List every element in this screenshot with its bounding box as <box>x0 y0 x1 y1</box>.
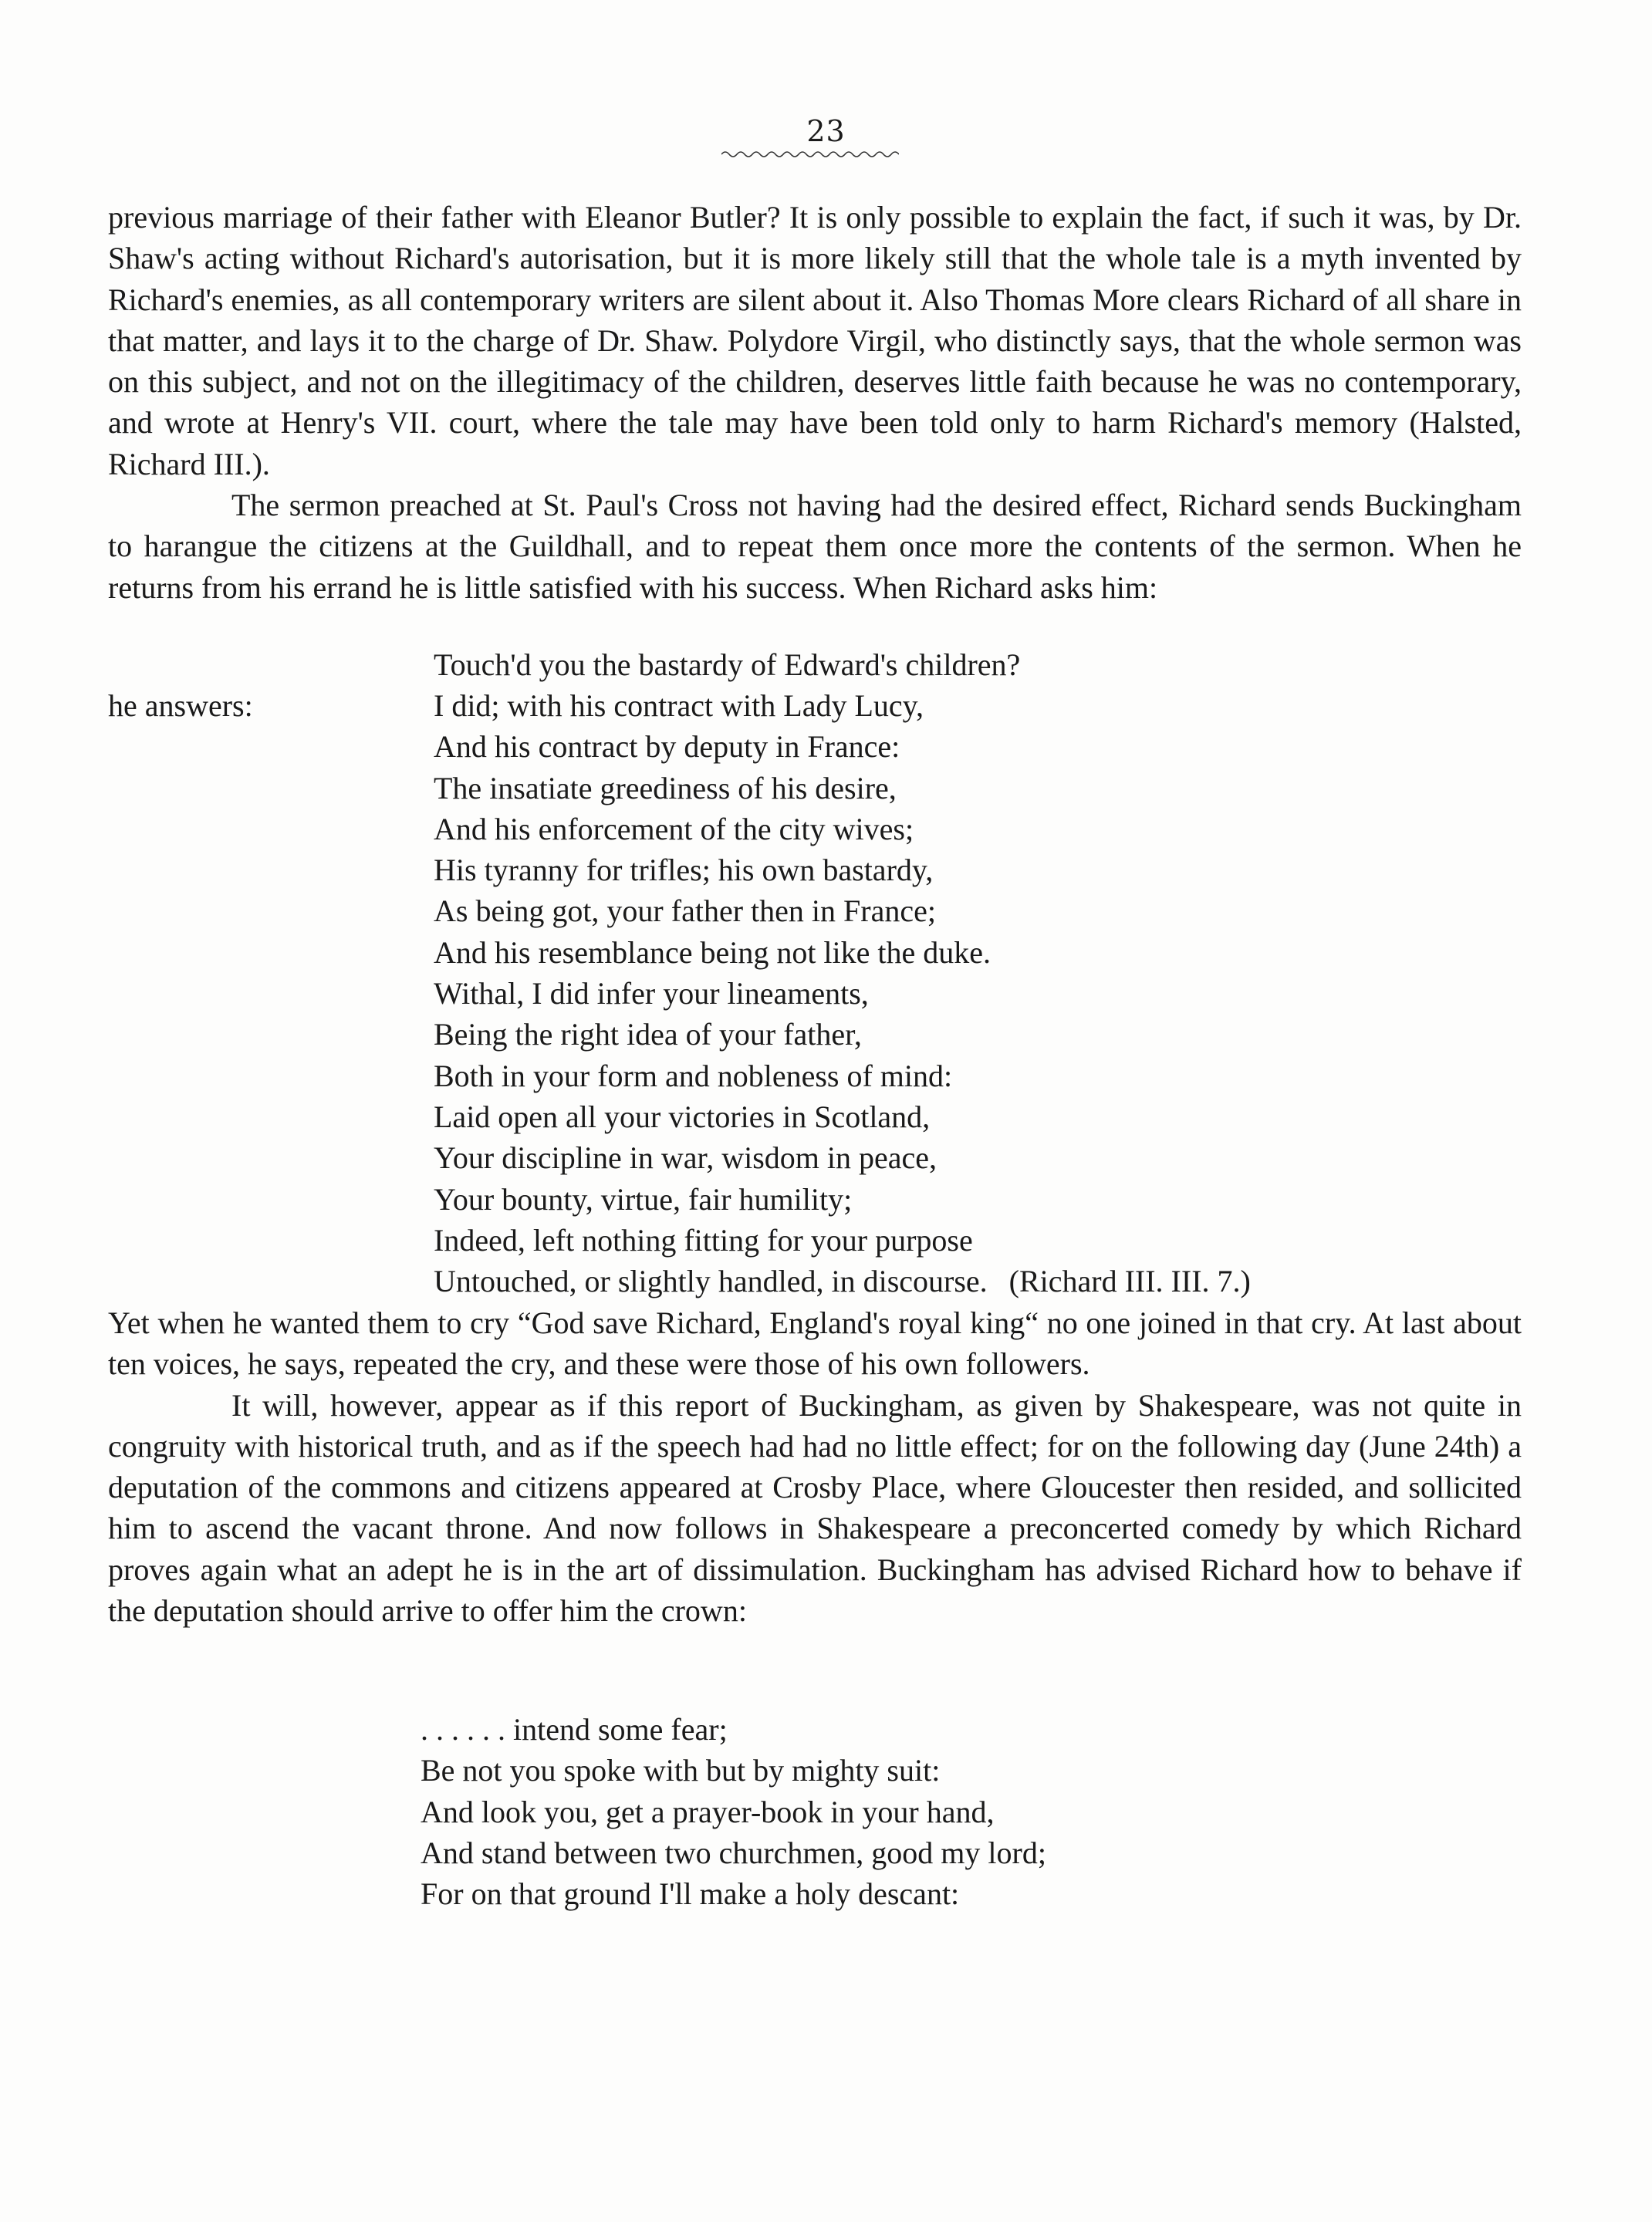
verse-line: And his resemblance being not like the duke. <box>434 934 992 970</box>
verse-line: Indeed, left nothing fitting for your purpose <box>434 1222 973 1258</box>
verse-line: And look you, get a prayer-book in your hand, <box>421 1794 995 1829</box>
verse-line: Both in your form and nobleness of mind: <box>434 1058 953 1093</box>
verse-answer <box>434 685 1251 1302</box>
verse-line-last <box>434 1261 1251 1302</box>
verse-line: For on that ground I'll make a holy descant: <box>421 1876 960 1912</box>
paragraph-3: Yet when he wanted them to cry “God save Richard, England's royal king“ no one joined in that cry. At last about ten voices, he says, repeated the cry, and these were those of his own followers. <box>108 1305 1522 1382</box>
paragraph-block-1 <box>108 197 1522 608</box>
verse-line: Laid open all your victories in Scotland, <box>434 1099 931 1134</box>
paragraph-2: The sermon preached at St. Paul's Cross not having had the desired effect, Richard sends Buckingham to harangue the citizens at the Guildhall, and to repeat them once more the contents of the sermon. When he returns from his errand he is little satisfied with his success. When Richard asks him: <box>108 488 1522 605</box>
page-number: 23 <box>806 114 846 148</box>
verse-line: His tyranny for trifles; his own bastardy, <box>434 853 934 888</box>
verse-citation: (Richard III. III. 7.) <box>1008 1264 1251 1299</box>
paragraph-4: It will, however, appear as if this report of Buckingham, as given by Shakespeare, was not quite in congruity with historical truth, and as if the speech had had no little effect; for on the following day (June 24th) a deputation of the commons and citizens appeared at Crosby Place, where Gloucester then resided, and sollicited him to ascend the vacant throne. And now follows in Shakespeare a preconcerted comedy by which Richard proves again what an adept he is in the art of dissimulation. Buckingham has advised Richard how to behave if the deputation should arrive to offer him the crown: <box>108 1387 1522 1629</box>
verse-line: And his contract by deputy in France: <box>434 729 900 765</box>
verse-line: I did; with his contract with Lady Lucy, <box>434 688 924 723</box>
verse-line: Being the right idea of your father, <box>434 1017 862 1052</box>
verse-question <box>434 644 1020 685</box>
answer-label: he answers: <box>108 688 253 723</box>
verse-line: And stand between two churchmen, good my lord; <box>421 1835 1046 1870</box>
verse-line: . . . . . . intend some fear; <box>421 1712 728 1747</box>
paragraph-1: previous marriage of their father with Eleanor Butler? It is only possible to explain the fact, if such it was, by Dr. Shaw's acting without Richard's autorisation, but it is more likely still that the whole tale is a myth invented by Richard's enemies, as all contemporary writers are silent about it. Also Thomas More clears Richard of all share in that matter, and lays it to the charge of Dr. Shaw. Polydore Virgil, who distinctly says, that the whole sermon was on this subject, and not on the illegitimacy of the children, deserves little faith because he was no contemporary, and wrote at Henry's VII. court, where the tale may have been told only to harm Richard's memory (Halsted, Richard III.). <box>108 200 1522 481</box>
wavy-rule-ornament <box>721 149 899 160</box>
verse-line: Be not you spoke with but by mighty suit: <box>421 1753 941 1788</box>
verse-advice <box>421 1709 1046 1914</box>
verse-line: Withal, I did infer your lineaments, <box>434 976 869 1011</box>
verse-question-line: Touch'd you the bastardy of Edward's children? <box>434 647 1021 682</box>
verse-line: Your bounty, virtue, fair humility; <box>434 1181 853 1217</box>
verse-line: Your discipline in war, wisdom in peace, <box>434 1140 937 1176</box>
verse-line: The insatiate greediness of his desire, <box>434 770 897 805</box>
verse-line: As being got, your father then in France; <box>434 893 936 929</box>
verse-line: And his enforcement of the city wives; <box>434 811 914 846</box>
verse-line-text: Untouched, or slightly handled, in discourse. <box>434 1264 988 1299</box>
paragraph-block-2 <box>108 1302 1522 1631</box>
